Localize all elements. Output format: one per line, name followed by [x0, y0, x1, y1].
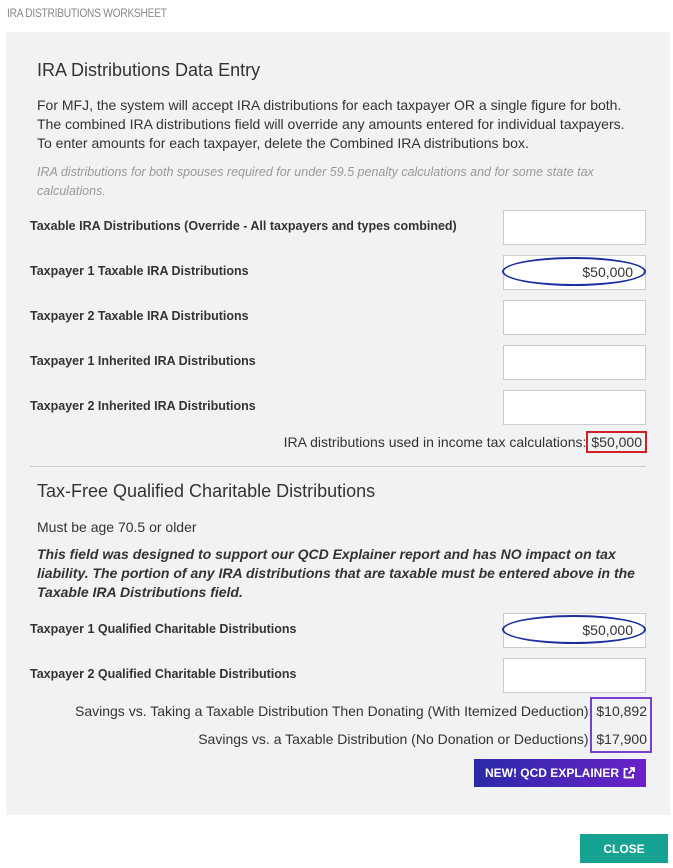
savings-value: $10,892: [596, 703, 647, 719]
input-value: $50,000: [582, 622, 633, 638]
tp1-qcd-input[interactable]: [503, 613, 646, 648]
savings-label: Savings vs. Taking a Taxable Distribution Then Donating (With Itemized Deduction):: [75, 703, 593, 719]
field-label-tp1-qcd: Taxpayer 1 Qualified Charitable Distributions: [30, 622, 297, 636]
field-label-tp2-qcd: Taxpayer 2 Qualified Charitable Distributions: [30, 667, 297, 681]
tp1-inherited-ira-input[interactable]: [503, 345, 646, 380]
tp2-qcd-input[interactable]: [503, 658, 646, 693]
section-divider: [30, 466, 646, 467]
external-link-icon: [623, 767, 635, 779]
input-value: $50,000: [582, 264, 633, 280]
field-label-tp1-inherited: Taxpayer 1 Inherited IRA Distributions: [30, 354, 256, 368]
age-note: Must be age 70.5 or older: [37, 519, 197, 535]
intro-line: For MFJ, the system will accept IRA distributions for each taxpayer OR a single figure for both.: [37, 97, 622, 113]
savings-row-itemized: [75, 703, 647, 719]
section-heading-qcd: Tax-Free Qualified Charitable Distributions: [37, 481, 376, 501]
override-ira-input[interactable]: [503, 210, 646, 245]
intro-text: [37, 96, 657, 153]
qcd-warning: This field was designed to support our QCD Explainer report and has NO impact on tax liability. The portion of any IRA distributions that are taxable must be entered above in the Taxable IRA Distributions field.: [37, 546, 635, 600]
tp2-inherited-ira-input[interactable]: [503, 390, 646, 425]
savings-value: $17,900: [596, 731, 647, 747]
field-label-tp2-inherited: Taxpayer 2 Inherited IRA Distributions: [30, 399, 256, 413]
savings-label: Savings vs. a Taxable Distribution (No Donation or Deductions):: [198, 731, 593, 747]
section-heading-data-entry: IRA Distributions Data Entry: [37, 60, 261, 80]
close-button[interactable]: CLOSE: [580, 834, 668, 863]
field-label-tp2-taxable: Taxpayer 2 Taxable IRA Distributions: [30, 309, 249, 323]
summary-value: $50,000: [586, 431, 647, 453]
ira-summary-row: [284, 434, 647, 450]
savings-highlight-box: [590, 697, 652, 753]
qcd-explainer-button[interactable]: [474, 759, 646, 787]
intro-line: The combined IRA distributions field will override any amounts entered for individual taxpayers.: [37, 116, 625, 132]
intro-line: To enter amounts for each taxpayer, delete the Combined IRA distributions box.: [37, 135, 529, 151]
tp2-taxable-ira-input[interactable]: [503, 300, 646, 335]
tp1-taxable-ira-input[interactable]: [503, 255, 646, 290]
field-label-override: Taxable IRA Distributions (Override - All taxpayers and types combined): [30, 219, 457, 233]
summary-label: IRA distributions used in income tax calculations:: [283, 434, 587, 450]
penalty-note: IRA distributions for both spouses required for under 59.5 penalty calculations and for some state tax calculations.: [37, 165, 594, 198]
worksheet-title: IRA DISTRIBUTIONS WORKSHEET: [7, 6, 167, 20]
field-label-tp1-taxable: Taxpayer 1 Taxable IRA Distributions: [30, 264, 249, 278]
savings-row-no-donation: [198, 731, 647, 747]
qcd-button-label: NEW! QCD EXPLAINER: [484, 766, 619, 780]
